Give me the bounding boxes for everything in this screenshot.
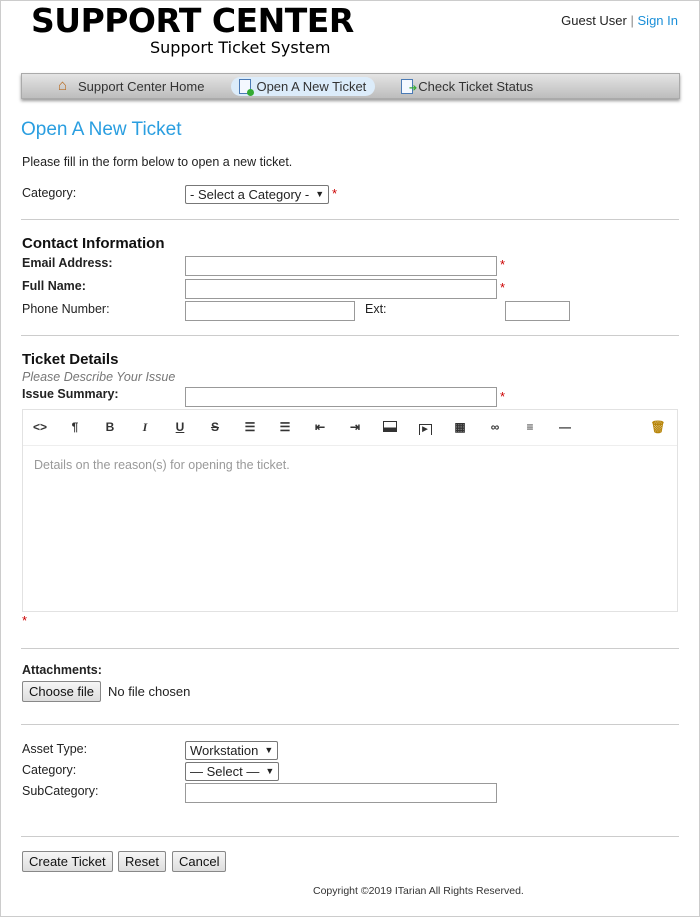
logo-title: SUPPORT CENTER bbox=[31, 1, 354, 40]
underline-icon[interactable]: U bbox=[175, 420, 185, 434]
chevron-down-icon: ▼ bbox=[315, 189, 325, 199]
strikethrough-icon[interactable]: S bbox=[210, 420, 219, 434]
align-icon[interactable]: ≡ bbox=[526, 420, 534, 434]
video-icon[interactable]: ▶ bbox=[415, 419, 435, 435]
ticket-status-icon: ➔ bbox=[401, 79, 413, 94]
email-label: Email Address: bbox=[22, 256, 113, 270]
editor-toolbar bbox=[23, 410, 677, 446]
nav-open-ticket[interactable] bbox=[231, 77, 375, 96]
email-field[interactable] bbox=[185, 256, 497, 276]
details-heading: Ticket Details bbox=[22, 351, 119, 368]
image-icon[interactable] bbox=[380, 419, 400, 435]
link-icon[interactable]: ∞ bbox=[490, 420, 500, 434]
category-label: Category: bbox=[22, 186, 77, 200]
paragraph-icon[interactable]: ¶ bbox=[71, 420, 79, 434]
no-file-text: No file chosen bbox=[108, 684, 191, 699]
outdent-icon[interactable]: ⇤ bbox=[314, 420, 326, 434]
nav-label: Open A New Ticket bbox=[256, 78, 367, 94]
chevron-down-icon: ▼ bbox=[264, 745, 274, 755]
divider bbox=[21, 836, 679, 837]
required-mark: * bbox=[500, 280, 506, 295]
nav-bar bbox=[21, 73, 680, 99]
code-icon[interactable]: <> bbox=[32, 420, 47, 434]
phone-field[interactable] bbox=[185, 301, 355, 321]
user-area bbox=[561, 13, 678, 28]
reset-button[interactable]: Reset bbox=[118, 851, 166, 872]
nav-home[interactable] bbox=[50, 76, 213, 96]
guest-user: Guest User bbox=[561, 13, 627, 28]
asset-type-label: Asset Type: bbox=[22, 742, 88, 756]
nav-label: Support Center Home bbox=[78, 78, 205, 94]
italic-icon[interactable]: I bbox=[142, 420, 148, 434]
name-label: Full Name: bbox=[22, 279, 86, 293]
asset-type-select[interactable] bbox=[185, 741, 278, 760]
subcategory-field[interactable] bbox=[185, 783, 497, 803]
ext-label: Ext: bbox=[365, 302, 387, 316]
divider bbox=[21, 219, 679, 220]
subcategory-label: SubCategory: bbox=[22, 784, 99, 798]
required-mark: * bbox=[500, 257, 506, 272]
asset-type-value: Workstation bbox=[190, 743, 259, 758]
cancel-button[interactable]: Cancel bbox=[172, 851, 226, 872]
create-ticket-button[interactable]: Create Ticket bbox=[22, 851, 113, 872]
choose-file-button[interactable]: Choose file bbox=[22, 681, 101, 702]
category2-value: — Select — bbox=[190, 764, 260, 779]
category-select[interactable] bbox=[185, 185, 329, 204]
required-mark: * bbox=[332, 186, 338, 201]
chevron-down-icon: ▼ bbox=[265, 766, 275, 776]
phone-label: Phone Number: bbox=[22, 302, 110, 316]
intro-text: Please fill in the form below to open a new ticket. bbox=[22, 155, 293, 169]
logo-subtitle: Support Ticket System bbox=[150, 38, 331, 57]
contact-heading: Contact Information bbox=[22, 235, 165, 252]
page-title: Open A New Ticket bbox=[21, 119, 182, 140]
details-subtitle: Please Describe Your Issue bbox=[22, 370, 176, 384]
rich-text-editor[interactable] bbox=[22, 409, 678, 612]
new-ticket-icon bbox=[239, 79, 251, 94]
required-mark: * bbox=[500, 389, 506, 404]
ordered-list-icon[interactable]: ☰ bbox=[279, 420, 291, 434]
divider bbox=[21, 648, 679, 649]
unordered-list-icon[interactable]: ☰ bbox=[244, 420, 256, 434]
indent-icon[interactable]: ⇥ bbox=[349, 420, 361, 434]
nav-label: Check Ticket Status bbox=[418, 78, 534, 94]
sign-in-link[interactable]: Sign In bbox=[637, 13, 678, 28]
full-name-field[interactable] bbox=[185, 279, 497, 299]
divider bbox=[21, 335, 679, 336]
category2-label: Category: bbox=[22, 763, 77, 777]
separator: | bbox=[630, 13, 634, 28]
table-icon[interactable]: ▦ bbox=[454, 420, 466, 434]
ext-field[interactable] bbox=[505, 301, 570, 321]
required-mark: * bbox=[22, 613, 28, 628]
editor-placeholder: Details on the reason(s) for opening the ticket. bbox=[34, 458, 290, 472]
home-icon: ⌂ bbox=[58, 77, 68, 94]
summary-label: Issue Summary: bbox=[22, 387, 119, 401]
divider bbox=[21, 724, 679, 725]
category2-select[interactable] bbox=[185, 762, 279, 781]
footer-copyright: Copyright ©2019 ITarian All Rights Reserved. bbox=[313, 885, 524, 897]
issue-summary-field[interactable] bbox=[185, 387, 497, 407]
nav-check-status[interactable] bbox=[393, 77, 542, 96]
horizontal-rule-icon[interactable]: — bbox=[559, 420, 571, 434]
bold-icon[interactable]: B bbox=[105, 420, 115, 434]
attachments-label: Attachments: bbox=[22, 663, 102, 677]
trash-icon[interactable]: 🗑 bbox=[650, 420, 666, 434]
category-value: - Select a Category - bbox=[190, 187, 310, 202]
